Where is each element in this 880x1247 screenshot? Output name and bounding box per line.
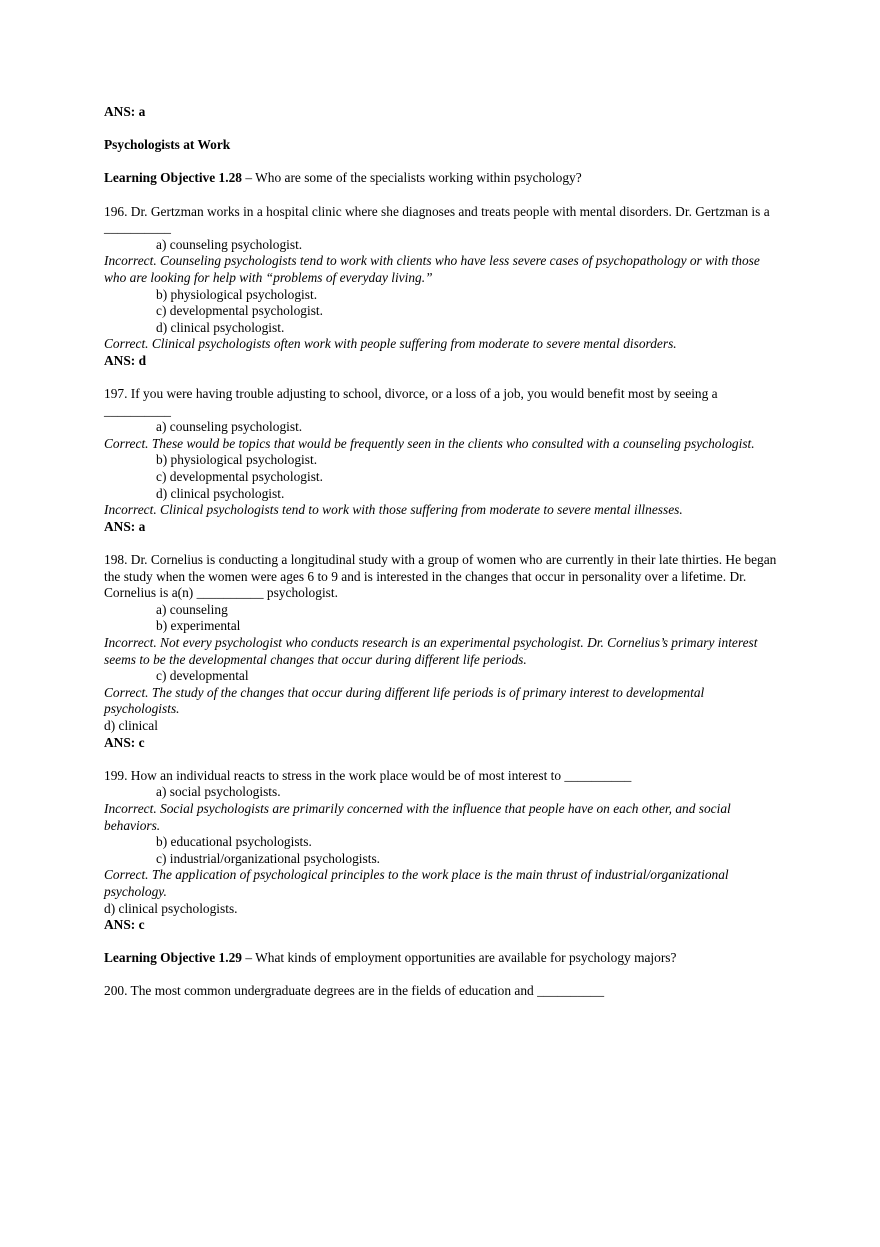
document-page: [104, 104, 780, 1000]
answer-option: c) industrial/organizational psychologists.: [156, 850, 381, 866]
answer-key: ANS: a: [104, 104, 146, 119]
option-feedback: Correct. The study of the changes that occur during different life periods is of primary interest to developmental psychologists.: [104, 684, 705, 717]
learning-objective-label: Learning Objective 1.28: [104, 170, 242, 186]
answer-key: ANS: d: [104, 352, 147, 368]
answer-option: a) counseling psychologist.: [156, 236, 303, 252]
option-feedback: Correct. The application of psychological principles to the work place is the main thrust of industrial/organizational psychology.: [104, 867, 729, 899]
learning-objective-text: – Who are some of the specialists working within psychology?: [241, 170, 582, 186]
option-feedback: Incorrect. Social psychologists are primarily concerned with the influence that people have on each other, and social behaviors.: [104, 800, 731, 833]
learning-objective: [104, 950, 780, 967]
answer-option: b) physiological psychologist.: [156, 452, 318, 468]
answer-option: a) social psychologists.: [156, 784, 281, 800]
answer-option: c) developmental: [156, 668, 249, 684]
answer-option: b) physiological psychologist.: [156, 286, 318, 302]
answer-option: d) clinical psychologist.: [156, 319, 285, 335]
learning-objective-text: – What kinds of employment opportunities are available for psychology majors?: [241, 950, 677, 966]
option-feedback: Correct. These would be topics that would be frequently seen in the clients who consulted with a counseling psychologist.: [104, 435, 755, 451]
question-stem: 198. Dr. Cornelius is conducting a longitudinal study with a group of women who are currently in their late thirties. He began the study when the women were ages 6 to 9 and is interested in the changes that occur in personality over a lifetime. Dr. Cornelius is a(n) __________ psychologist.: [104, 552, 777, 601]
question-stem: 199. How an individual reacts to stress in the work place would be of most interest to __________: [104, 767, 632, 783]
question-stem: 200. The most common undergraduate degrees are in the fields of education and __________: [104, 983, 605, 999]
answer-option: c) developmental psychologist.: [156, 303, 323, 319]
answer-option: d) clinical psychologists.: [104, 900, 238, 916]
answer-key: ANS: c: [104, 917, 145, 933]
answer-key: ANS: c: [104, 734, 145, 750]
question-stem: 196. Dr. Gertzman works in a hospital clinic where she diagnoses and treats people with mental disorders. Dr. Gertzman is a __________: [104, 203, 770, 236]
question-stem: 197. If you were having trouble adjusting to school, divorce, or a loss of a job, you would benefit most by seeing a __________: [104, 386, 718, 418]
option-feedback: Incorrect. Clinical psychologists tend to work with those suffering from moderate to severe mental illnesses.: [104, 502, 683, 518]
answer-key: ANS: a: [104, 518, 146, 534]
section-title: Psychologists at Work: [104, 137, 231, 153]
answer-option: a) counseling psychologist.: [156, 419, 303, 435]
answer-option: b) educational psychologists.: [156, 834, 312, 850]
learning-objective: [104, 170, 780, 187]
option-feedback: Correct. Clinical psychologists often work with people suffering from moderate to severe mental disorders.: [104, 336, 677, 352]
learning-objective-label: Learning Objective 1.29: [104, 950, 242, 966]
answer-option: b) experimental: [156, 618, 241, 634]
answer-option: c) developmental psychologist.: [156, 469, 323, 485]
answer-option: d) clinical: [104, 717, 158, 733]
option-feedback: Incorrect. Not every psychologist who conducts research is an experimental psychologist. Dr. Cornelius’s primary interest seems to be the developmental changes that occur during different life periods.: [104, 635, 758, 667]
answer-option: d) clinical psychologist.: [156, 485, 285, 501]
option-feedback: Incorrect. Counseling psychologists tend to work with clients who have less severe cases of psychopathology or with those who are looking for help with “problems of everyday living.”: [104, 253, 760, 285]
answer-option: a) counseling: [156, 601, 228, 617]
